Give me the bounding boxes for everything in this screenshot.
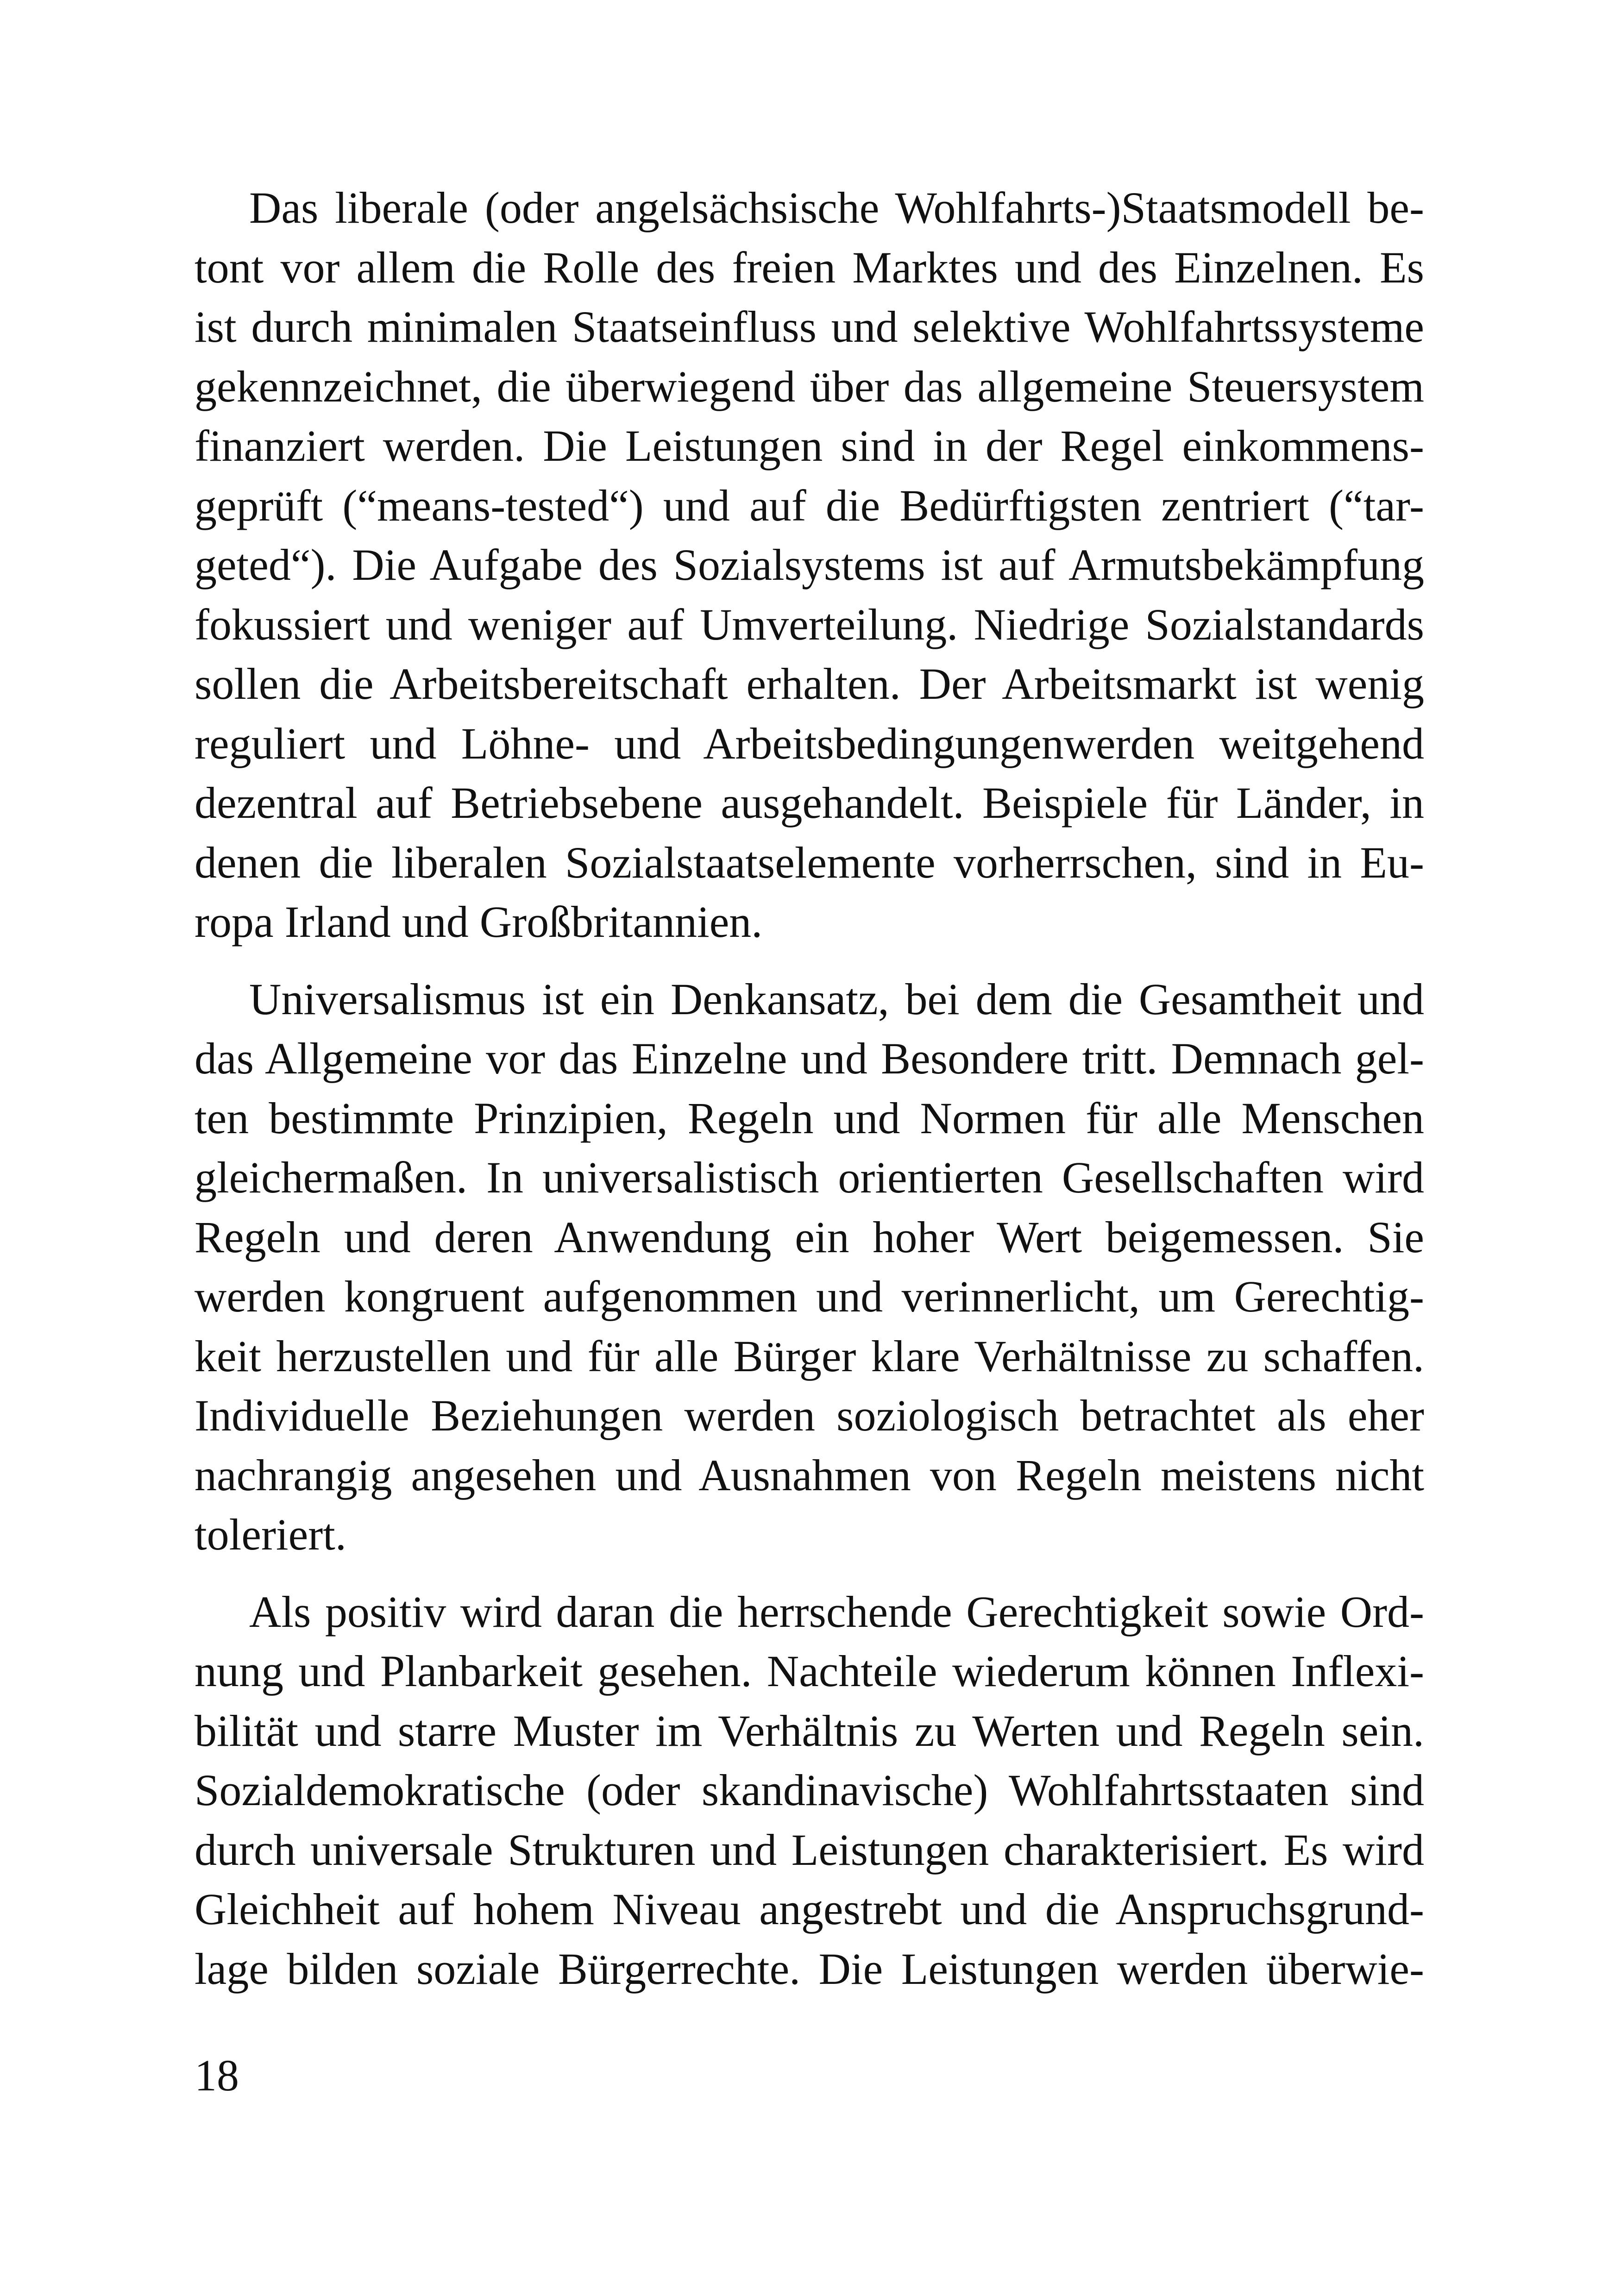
text-line: dezentral auf Betriebsebene ausgehandelt. Beispiele für Länder, in <box>195 778 1424 828</box>
text-line: bilität und starre Muster im Verhältnis zu Werten und Regeln sein. <box>195 1706 1424 1756</box>
text-line: durch universale Strukturen und Leistungen charakterisiert. Es wird <box>195 1825 1424 1875</box>
text-line: geted“). Die Aufgabe des Sozialsystems ist auf Armutsbekämpfung <box>195 540 1424 590</box>
text-line: Das liberale (oder angelsächsische Wohlfahrts-)Staatsmodell be- <box>249 183 1424 232</box>
text-line: das Allgemeine vor das Einzelne und Besondere tritt. Demnach gel- <box>195 1034 1424 1083</box>
text-line: ropa Irland und Großbritannien. <box>195 897 763 947</box>
text-line: werden kongruent aufgenommen und verinnerlicht, um Gerechtig- <box>195 1272 1424 1321</box>
text-line: Gleichheit auf hohem Niveau angestrebt und die Anspruchsgrund- <box>195 1884 1424 1934</box>
text-line: nachrangig angesehen und Ausnahmen von Regeln meistens nicht <box>195 1450 1424 1500</box>
text-line: ist durch minimalen Staatseinfluss und selektive Wohlfahrtssysteme <box>195 302 1424 351</box>
text-line: geprüft (“means-tested“) und auf die Bedürftigsten zentriert (“tar- <box>195 480 1424 530</box>
text-line: gekennzeichnet, die überwiegend über das allgemeine Steuersystem <box>195 361 1424 411</box>
text-line: sollen die Arbeitsbereitschaft erhalten. Der Arbeitsmarkt ist wenig <box>195 659 1424 709</box>
text-line: Als positiv wird daran die herrschende Gerechtigkeit sowie Ord- <box>249 1587 1424 1637</box>
text-line: lage bilden soziale Bürgerrechte. Die Leistungen werden überwie- <box>195 1944 1424 1994</box>
body-text <box>195 178 1424 2016</box>
paragraph-social-democratic <box>195 1582 1424 1999</box>
text-line: Universalismus ist ein Denkansatz, bei dem die Gesamtheit und <box>249 974 1424 1024</box>
text-line: Regeln und deren Anwendung ein hoher Wert beigemessen. Sie <box>195 1212 1424 1262</box>
text-line: finanziert werden. Die Leistungen sind in der Regel einkommens- <box>195 421 1424 470</box>
text-line: Sozialdemokratische (oder skandinavische) Wohlfahrtsstaaten sind <box>195 1765 1424 1815</box>
text-line: Individuelle Beziehungen werden soziologisch betrachtet als eher <box>195 1391 1424 1440</box>
paragraph-universalism <box>195 970 1424 1565</box>
text-line: denen die liberalen Sozialstaatselemente vorherrschen, sind in Eu- <box>195 837 1424 887</box>
text-line: nung und Planbarkeit gesehen. Nachteile wiederum können Inflexi- <box>195 1646 1424 1696</box>
text-line: tont vor allem die Rolle des freien Marktes und des Einzelnen. Es <box>195 242 1424 292</box>
text-line: keit herzustellen und für alle Bürger klare Verhältnisse zu schaffen. <box>195 1331 1424 1381</box>
page-number: 18 <box>195 2051 239 2100</box>
paragraph-liberal-model <box>195 178 1424 952</box>
text-line: reguliert und Löhne- und Arbeitsbedingungenwerden weitgehend <box>195 718 1424 768</box>
text-line: fokussiert und weniger auf Umverteilung. Niedrige Sozialstandards <box>195 599 1424 649</box>
text-line: ten bestimmte Prinzipien, Regeln und Normen für alle Menschen <box>195 1093 1424 1143</box>
text-line: gleichermaßen. In universalistisch orientierten Gesellschaften wird <box>195 1153 1424 1202</box>
text-line: toleriert. <box>195 1510 346 1559</box>
